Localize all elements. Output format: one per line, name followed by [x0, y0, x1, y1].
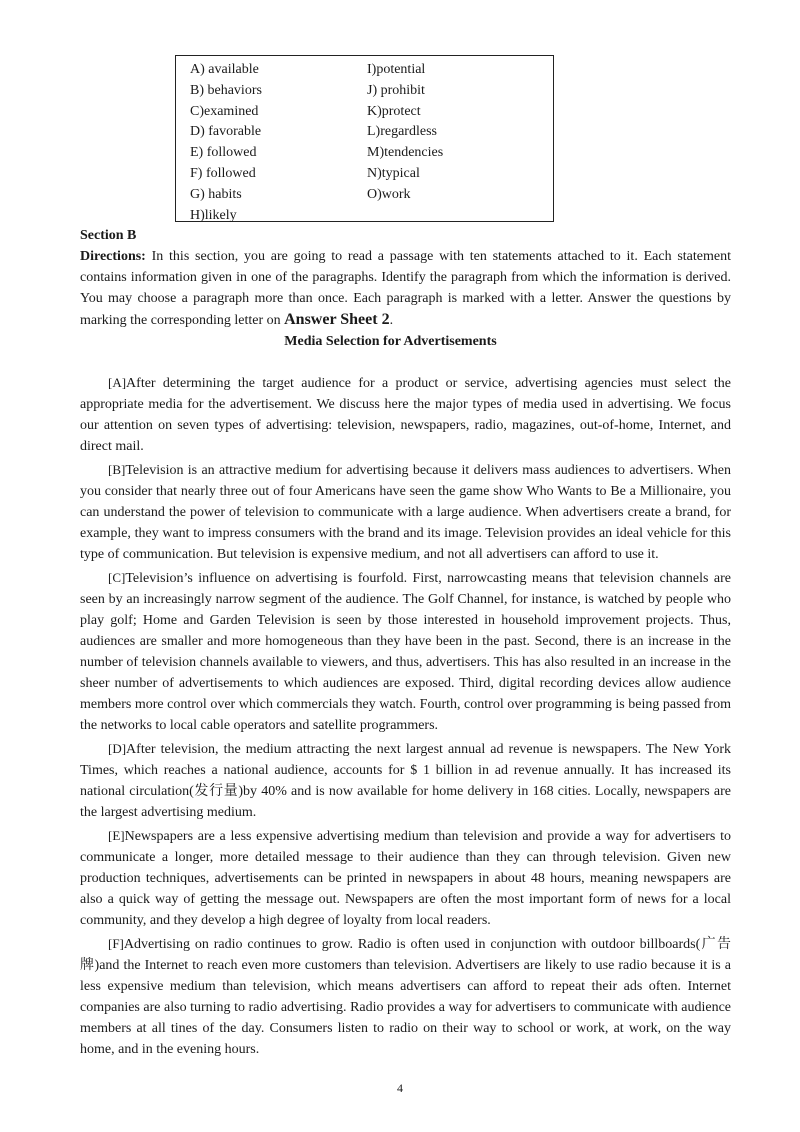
- paragraph-a: [80, 372, 731, 457]
- paragraph-b: [80, 459, 731, 565]
- paragraph-tag: [F]: [108, 936, 124, 951]
- paragraph-tag: [E]: [108, 828, 125, 843]
- paragraph-tag: [C]: [108, 570, 126, 585]
- paragraph-e: [80, 825, 731, 931]
- directions-text: In this section, you are going to read a passage with ten statements attached to it. Each statement contains information given in one of the paragraphs. Identify the paragraph from which the information is derived. You may choose a paragraph more than once. Each paragraph is marked with a letter. Answer the questions by marking the corresponding letter on: [80, 249, 731, 328]
- paragraph-tag: [B]: [108, 462, 126, 477]
- directions-label: Directions:: [80, 249, 146, 264]
- paragraph-d: [80, 738, 731, 823]
- word-bank-box: [175, 55, 554, 222]
- section-heading: Section B: [80, 228, 137, 243]
- directions: [80, 246, 731, 331]
- word-option: B) behaviors: [190, 82, 262, 98]
- paragraph-text: After determining the target audience for a product or service, advertising agencies must select the appropriate media for the advertisement. We discuss here the major types of media used in advertising. We focus our attention on seven types of advertising: television, newspapers, radio, magazines, out-of-home, Internet, and direct mail.: [80, 376, 731, 454]
- word-option: E) followed: [190, 145, 257, 161]
- page-content: [80, 226, 731, 1062]
- word-option: A) available: [190, 62, 259, 77]
- paragraph-text: Newspapers are a less expensive advertising medium than television and provide a way for advertisers to communicate a longer, more detailed message to their audience than they can through television. Given new production techniques, advertisements can be printed in newspapers in about 48 hours, meaning newspapers are also a quick way of getting the message out. Newspapers are often the most important form of news for a local community, and they develop a high degree of loyalty from local readers.: [80, 829, 731, 928]
- word-option: C)examined: [190, 103, 259, 119]
- word-option: G) habits: [190, 186, 242, 202]
- paragraph-text: Advertising on radio continues to grow. Radio is often used in conjunction with outdoor billboards(广告牌)and the Internet to reach even more customers than television. Advertisers are likely to use radio because it is a less expensive medium than television, which means advertisers can afford to repeat their ads often. Internet companies are also turning to radio advertising. Radio provides a way for advertisers to communicate with audience members at all tines of the day. Consumers listen to radio on their way to school or work, at work, on the way home, and in the evening hours.: [80, 937, 731, 1057]
- paragraph-f: [80, 933, 731, 1060]
- answer-sheet-label: Answer Sheet 2: [284, 311, 390, 328]
- word-bank-right-column: [367, 60, 443, 206]
- directions-end: .: [389, 313, 394, 328]
- word-option: F) followed: [190, 165, 256, 181]
- paragraph-text: After television, the medium attracting the next largest annual ad revenue is newspapers. The New York Times, which reaches a national audience, accounts for $ 1 billion in ad revenue annually. It has increased its national circulation(发行量)by 40% and is now available for home delivery in 168 cities. Locally, newspapers are the largest advertising medium.: [80, 742, 731, 820]
- word-option: M)tendencies: [367, 145, 444, 161]
- word-option: K)protect: [367, 103, 421, 119]
- word-option: N)typical: [367, 165, 420, 181]
- word-option: H)likely: [190, 207, 237, 223]
- word-option: I)potential: [367, 62, 426, 77]
- page-number: 4: [397, 1081, 403, 1095]
- paragraph-text: Television is an attractive medium for advertising because it delivers mass audiences to advertisers. When you consider that nearly three out of four Americans have seen the game show Who Wants to Be a Millionaire, you can understand the power of television to communicate with a large audience. When advertisers create a brand, for example, they want to impress consumers with the brand and its image. Television provides an ideal vehicle for this type of communication. But television is expensive medium, and not all advertisers can afford to use it.: [80, 463, 731, 562]
- passage-title: Media Selection for Advertisements: [284, 334, 497, 349]
- word-bank-left-column: [190, 60, 262, 226]
- paragraph-text: Television’s influence on advertising is fourfold. First, narrowcasting means that television channels are seen by an increasingly narrow segment of the audience. The Golf Channel, for instance, is watched by people who play golf; Home and Garden Television is seen by those interested in household improvement projects. Thus, audiences are smaller and more homogeneous than they have been in the past. Second, there is an increase in the number of television channels available to viewers, and thus, advertisers. This has also resulted in an increase in the sheer number of advertisements to which audiences are exposed. Third, digital recording devices allow audience members more control over which commercials they watch. Fourth, control over programming is being passed from the networks to local cable operators and satellite programmers.: [80, 571, 731, 733]
- word-option: D) favorable: [190, 124, 262, 140]
- word-option: L)regardless: [367, 124, 437, 140]
- paragraph-c: [80, 567, 731, 736]
- word-option: J) prohibit: [367, 82, 425, 98]
- paragraph-tag: [A]: [108, 375, 127, 390]
- word-option: O)work: [367, 186, 411, 202]
- paragraph-tag: [D]: [108, 741, 127, 756]
